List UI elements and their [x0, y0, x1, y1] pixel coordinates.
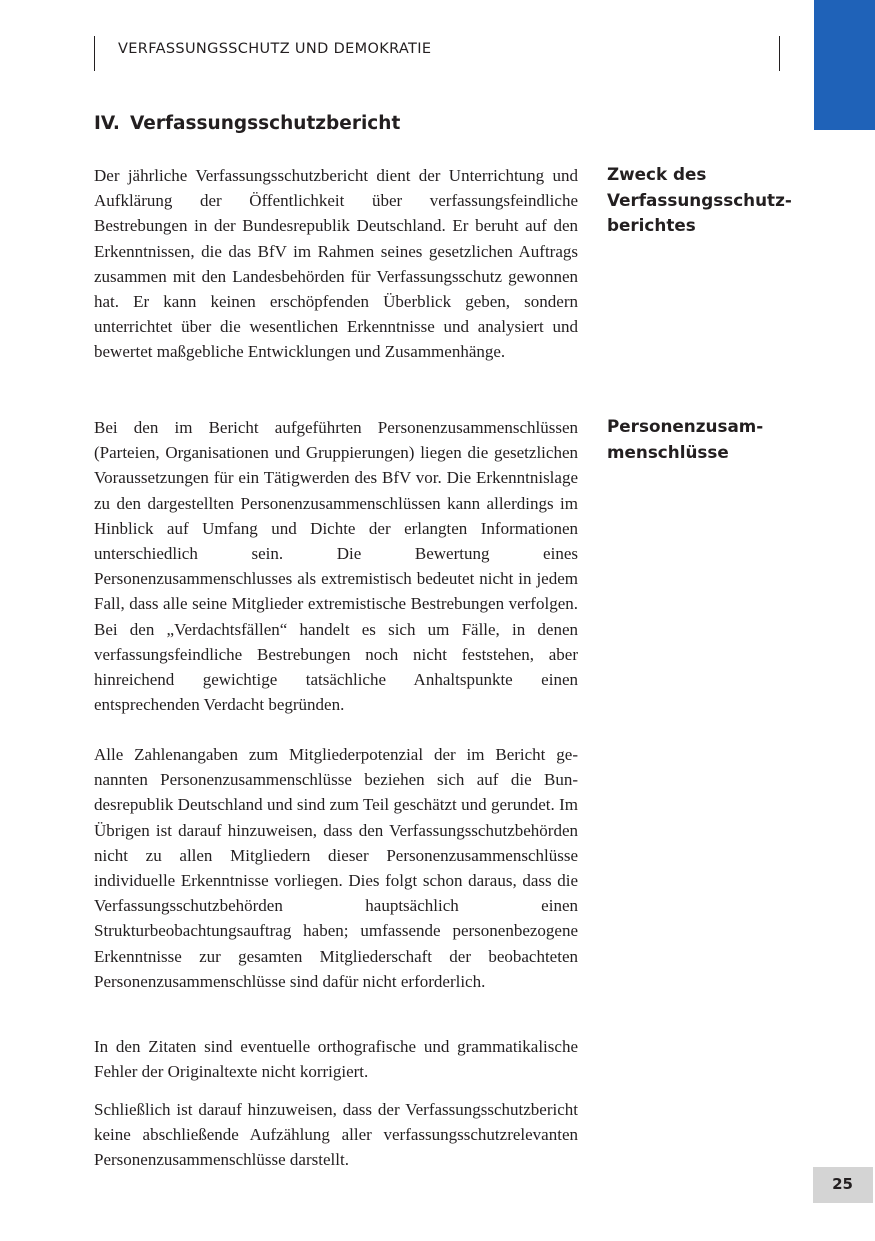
paragraph-text: Alle Zahlenangaben zum Mitgliederpotenzial der im Bericht genannten Personenzusammenschlüsse beziehen sich auf die Bundesrepublik Deutschland und sind zum Teil geschätzt und gerundet. Im Übrigen ist darauf hinzuweisen, dass den Verfassungsschutzbehörden nicht zu allen Mitgliedern dieser Personenzusammenschlüsse individuelle Erkenntnisse vorliegen. Dies folgt schon daraus, dass die Verfassungsschutzbehörden hauptsächlich einen Strukturbeobachtungsauftrag haben; umfassende personenbezogene Erkenntnisse zur gesamten Mitgliederschaft der beobachteten Personenzusammenschlüsse sind dafür nicht erforderlich.	[94, 745, 578, 991]
paragraph-text: In den Zitaten sind eventuelle orthografische und grammatikalische Fehler der Originaltexte nicht korrigiert.	[94, 1037, 578, 1082]
paragraph-text: Schließlich ist darauf hinzuweisen, dass der Verfassungsschutzbericht keine abschließende Aufzählung aller verfassungsschutzrelevanten Personenzusammenschlüsse darstellt.	[94, 1100, 578, 1170]
chapter-color-tab	[814, 0, 875, 130]
section-number: IV.	[94, 113, 120, 134]
margin-note-groups: Personenzusammenschlüsse	[607, 416, 764, 462]
header-rule-left	[94, 36, 95, 71]
body-paragraph	[94, 1097, 578, 1173]
body-paragraph	[94, 163, 578, 365]
paragraph-text: Bei den im Bericht aufgeführten Personenzusammenschlüssen (Parteien, Organisationen und Gruppierungen) liegen die gesetzlichen Voraussetzungen für ein Tätigwerden des BfV vor. Die Erkenntnislage zu den dargestellten Personenzusammenschlüssen kann allerdings im Hinblick auf Umfang und Dichte der erlangten Informationen unterschiedlich sein. Die Bewertung eines Personenzusammenschlusses als extremistisch bedeutet nicht in jedem Fall, dass alle seine Mitglieder extremistische Bestrebungen verfolgen. Bei den „Verdachtsfällen“ handelt es sich um Fälle, in denen verfassungsfeindliche Bestrebungen noch nicht feststehen, aber hinreichend gewichtige tatsächliche Anhaltspunkte einen entsprechenden Verdacht begründen.	[94, 418, 578, 715]
running-header-title: VERFASSUNGSSCHUTZ UND DEMOKRATIE	[118, 41, 432, 57]
section-heading	[94, 113, 400, 134]
margin-note-purpose: Zweck des Verfassungsschutzberichtes	[607, 164, 792, 235]
header-rule-right	[779, 36, 780, 71]
body-paragraph	[94, 415, 578, 717]
section-title: Verfassungsschutzbericht	[130, 113, 401, 134]
body-paragraph	[94, 742, 578, 994]
page-number: 25	[832, 1175, 853, 1193]
page-number-box	[813, 1167, 873, 1203]
body-paragraph	[94, 1034, 578, 1084]
paragraph-text: Der jährliche Verfassungsschutzbericht dient der Unterrichtung und Aufklärung der Öffentlichkeit über verfassungsfeindliche Bestrebungen in der Bundesrepublik Deutschland. Er beruht auf den Erkenntnissen, die das BfV im Rahmen seines gesetzlichen Auftrags zusammen mit den Landesbehörden für Verfassungsschutz gewonnen hat. Er kann keinen erschöpfenden Überblick geben, sondern unterrichtet über die wesentlichen Erkenntnisse und analysiert und bewertet maßgebliche Entwicklungen und Zusammenhänge.	[94, 166, 578, 362]
